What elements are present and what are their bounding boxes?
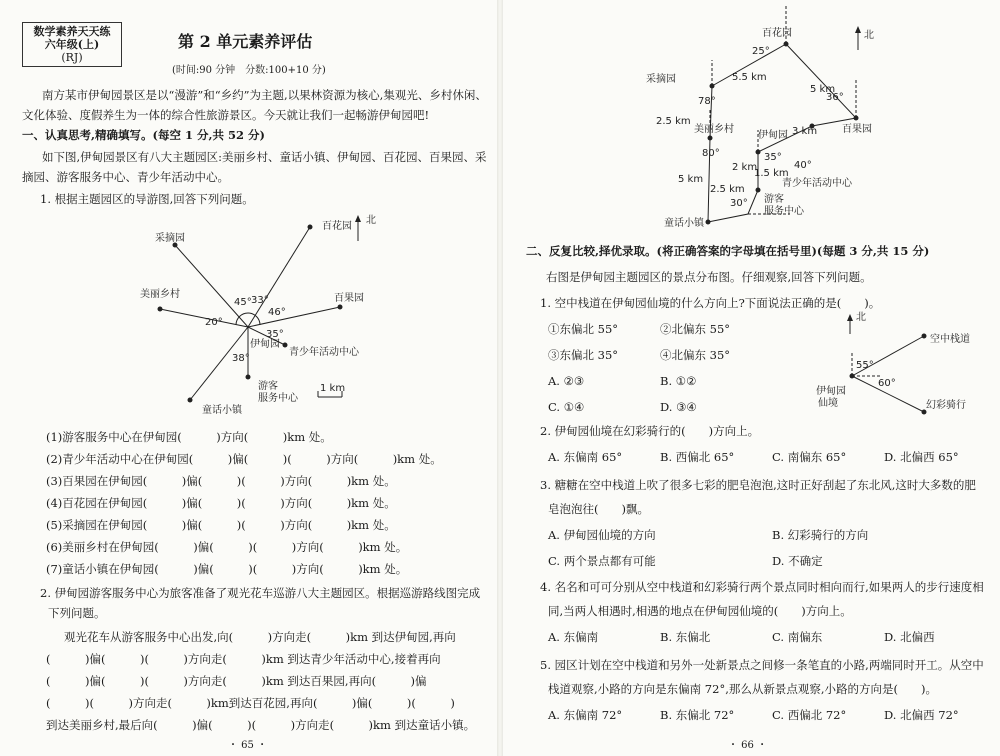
r-q1-choice-a: A. ②③ (548, 374, 585, 388)
r-question-5-2: 栈道观察,小路的方向是东偏南 72°,那么从新景点观察,小路的方向是( )。 (548, 682, 937, 696)
r-q2-choice-d: D. 北偏西 65° (884, 450, 959, 464)
r-question-2: 2. 伊甸园仙境在幻彩骑行的( )方向上。 (540, 424, 760, 438)
r-q3-choice-c: C. 两个景点都有可能 (548, 554, 656, 568)
page-number-left: ・ 65 ・ (228, 740, 268, 751)
route-baiguo: 百果园 (842, 124, 872, 135)
r-q1-opt-3: ③东偏北 35° (548, 348, 619, 362)
map-tonghua: 童话小镇 (202, 405, 242, 416)
q1-line-5: (5)采摘园在伊甸园( )偏( )( )方向( )km 处。 (46, 518, 396, 532)
question-2-line-2: 下列问题。 (48, 606, 106, 620)
q1-line-6: (6)美丽乡村在伊甸园( )偏( )( )方向( )km 处。 (46, 540, 408, 554)
ray-baiguo (248, 307, 340, 327)
mini-pt-xianjing (850, 374, 855, 379)
angle-35: 35° (764, 152, 782, 163)
angle-80: 80° (702, 148, 720, 159)
map-baihua: 百花园 (322, 221, 352, 232)
mini-angle-60: 60° (878, 378, 896, 389)
q1-line-1: (1)游客服务中心在伊甸园( )方向( )km 处。 (46, 430, 332, 444)
mini-pt-zhandao (922, 334, 927, 339)
route-yidian: 伊甸园 (758, 130, 788, 141)
intro-line-1: 南方某市伊甸园景区是以“漫游”和“乡约”为主题,以果林资源为核心,集观光、乡村休闲、 (42, 88, 487, 102)
angle-78: 78° (698, 96, 716, 107)
route-youke-1: 游客 (764, 194, 784, 205)
dist-6: 2 km (732, 162, 758, 173)
route-youke-2: 服务中心 (764, 206, 804, 217)
series-name: 数学素养天天练 (33, 25, 111, 38)
mini-zhandao: 空中栈道 (930, 334, 970, 345)
r-q1-choice-b: B. ①② (660, 374, 697, 388)
point-qingshao (283, 343, 288, 348)
mini-north: 北 (856, 312, 866, 323)
r-q5-choice-c: C. 西偏北 72° (772, 708, 847, 722)
r-q2-choice-a: A. 东偏南 65° (548, 450, 623, 464)
point-tonghua (188, 398, 193, 403)
r-q3-choice-b: B. 幻彩骑行的方向 (772, 528, 869, 542)
angle-arc (236, 313, 260, 325)
r-question-1: 1. 空中栈道在伊甸园仙境的什么方向上?下面说法正确的是( )。 (540, 296, 881, 310)
q2-line-3: ( )偏( )( )方向走( )km 到达百果园,再向( )偏 (46, 674, 427, 688)
question-1: 1. 根据主题园区的导游图,回答下列问题。 (40, 192, 254, 206)
angle-40: 40° (794, 160, 812, 171)
map-angle-20: 20° (205, 317, 223, 328)
mini-xianjing-1: 伊甸园 (816, 386, 846, 397)
map-scale: 1 km (320, 383, 346, 394)
dist-3: 2.5 km (656, 116, 691, 127)
route-baihua: 百花园 (762, 28, 792, 39)
section-2-intro: 右图是伊甸园主题园区的景点分布图。仔细观察,回答下列问题。 (546, 270, 872, 284)
r-q5-choice-d: D. 北偏西 72° (884, 708, 959, 722)
route-pt-tonghua (706, 220, 711, 225)
map-caizhai: 采摘园 (155, 233, 185, 244)
q2-line-4: ( )( )方向走( )km到达百花园,再向( )偏( )( ) (46, 696, 455, 710)
mini-angle-55: 55° (856, 360, 874, 371)
mini-xianjing-2: 仙境 (818, 398, 838, 409)
dist-2: 5 km (810, 84, 836, 95)
map-yidian: 伊甸园 (250, 339, 280, 350)
route-pt-baihua (784, 42, 789, 47)
map-youke-1: 游客 (258, 381, 278, 392)
route-qingshao: 青少年活动中心 (782, 178, 852, 189)
point-baihua (308, 225, 313, 230)
r-question-4-2: 同,当两人相遇时,相遇的地点在伊甸园仙境的( )方向上。 (548, 604, 852, 618)
grade-label: 六年级(上) (44, 38, 100, 51)
series-box (22, 22, 122, 67)
r-q3-choice-d: D. 不确定 (772, 554, 823, 568)
route-north: 北 (864, 30, 874, 41)
q2-line-2: ( )偏( )( )方向走( )km 到达青少年活动中心,接着再向 (46, 652, 441, 666)
edition-label: (RJ) (61, 51, 83, 64)
page-title: 第 2 单元素养评估 (178, 32, 313, 51)
point-meili (158, 307, 163, 312)
dist-1: 5.5 km (732, 72, 767, 83)
map-youke-2: 服务中心 (258, 393, 298, 404)
q1-line-4: (4)百花园在伊甸园( )偏( )( )方向( )km 处。 (46, 496, 396, 510)
point-youke (246, 375, 251, 380)
section-1-intro-2: 摘园、游客服务中心、青少年活动中心。 (22, 170, 229, 184)
section-2-heading: 二、反复比较,择优录取。(将正确答案的字母填在括号里)(每题 3 分,共 15 分) (526, 244, 930, 258)
direction-map (0, 205, 500, 425)
dist-7: 1.5 km (754, 168, 789, 179)
route-pt-youke (756, 188, 761, 193)
north-arrow-icon-2 (855, 26, 861, 33)
section-1-heading: 一、认真思考,精确填写。(每空 1 分,共 52 分) (22, 128, 265, 142)
r-q4-choice-d: D. 北偏西 (884, 630, 935, 644)
north-arrow-icon (355, 215, 361, 222)
route-caizhai: 采摘园 (646, 74, 676, 85)
angle-25: 25° (752, 46, 770, 57)
map-angle-33: 33° (251, 295, 269, 306)
angle-36: 36° (826, 92, 844, 103)
page-number-right: ・ 66 ・ (728, 740, 768, 751)
map-meili: 美丽乡村 (140, 289, 180, 300)
r-q5-choice-b: B. 东偏北 72° (660, 708, 735, 722)
mini-north-icon (847, 314, 853, 321)
question-2-line-1: 2. 伊甸园游客服务中心为旅客准备了观光花车巡游八大主题园区。根据巡游路线图完成 (40, 586, 481, 600)
map-qingshao: 青少年活动中心 (289, 347, 359, 358)
q2-line-1: 观光花车从游客服务中心出发,向( )方向走( )km 到达伊甸园,再向 (64, 630, 456, 644)
point-baiguo (338, 305, 343, 310)
q1-line-3: (3)百果园在伊甸园( )偏( )( )方向( )km 处。 (46, 474, 396, 488)
dist-5: 5 km (678, 174, 704, 185)
route-pt-baiguo (854, 116, 859, 121)
r-q1-opt-1: ①东偏北 55° (548, 322, 619, 336)
route-tonghua: 童话小镇 (664, 218, 704, 229)
route-meili: 美丽乡村 (694, 124, 734, 135)
map-angle-38: 38° (232, 353, 250, 364)
exam-meta: (时间:90 分钟 分数:100+10 分) (172, 65, 326, 76)
map-angle-46: 46° (268, 307, 286, 318)
r-q1-choice-c: C. ①④ (548, 400, 585, 414)
dist-8: 2.5 km (710, 184, 745, 195)
map-angle-35: 35° (266, 329, 284, 340)
r-q4-choice-c: C. 南偏东 (772, 630, 823, 644)
r-q2-choice-b: B. 西偏北 65° (660, 450, 735, 464)
dist-4: 3 km (792, 126, 818, 137)
r-question-3-1: 3. 糖糖在空中栈道上吹了很多七彩的肥皂泡泡,这时正好刮起了东北风,这时大多数的肥 (540, 478, 976, 492)
r-q5-choice-a: A. 东偏南 72° (548, 708, 623, 722)
intro-line-2: 文化体验、度假养生为一体的综合性旅游景区。今天就让我们一起畅游伊甸园吧! (22, 108, 430, 122)
r-question-3-2: 皂泡泡往( )飘。 (548, 502, 649, 516)
route-pt-caizhai (710, 84, 715, 89)
r-q2-choice-c: C. 南偏东 65° (772, 450, 847, 464)
map-angle-45: 45° (234, 297, 252, 308)
r-q1-opt-4: ④北偏东 35° (660, 348, 731, 362)
angle-30: 30° (730, 198, 748, 209)
q1-line-7: (7)童话小镇在伊甸园( )偏( )( )方向( )km 处。 (46, 562, 408, 576)
map-north: 北 (366, 215, 376, 226)
right-page (500, 0, 1000, 756)
mini-qixing: 幻彩骑行 (926, 400, 966, 411)
r-question-4-1: 4. 名名和可可分别从空中栈道和幻彩骑行两个景点同时相向而行,如果两人的步行速度相 (540, 580, 984, 594)
r-q4-choice-b: B. 东偏北 (660, 630, 711, 644)
r-q4-choice-a: A. 东偏南 (548, 630, 599, 644)
r-q3-choice-a: A. 伊甸园仙境的方向 (548, 528, 656, 542)
r-q1-opt-2: ②北偏东 55° (660, 322, 731, 336)
map-baiguo: 百果园 (334, 293, 364, 304)
route-map (640, 0, 880, 232)
route-pt-yidian (756, 150, 761, 155)
q2-line-5: 到达美丽乡村,最后向( )偏( )( )方向走( )km 到达童话小镇。 (46, 718, 476, 732)
mini-map (796, 308, 996, 418)
r-question-5-1: 5. 园区计划在空中栈道和另外一处新景点之间修一条笔直的小路,两端同时开工。从空中 (540, 658, 984, 672)
r-q1-choice-d: D. ③④ (660, 400, 697, 414)
section-1-intro-1: 如下图,伊甸园景区有八大主题园区:美丽乡村、童话小镇、伊甸园、百花园、百果园、采 (42, 150, 487, 164)
q1-line-2: (2)青少年活动中心在伊甸园( )偏( )( )方向( )km 处。 (46, 452, 442, 466)
route-pt-meili (708, 136, 713, 141)
